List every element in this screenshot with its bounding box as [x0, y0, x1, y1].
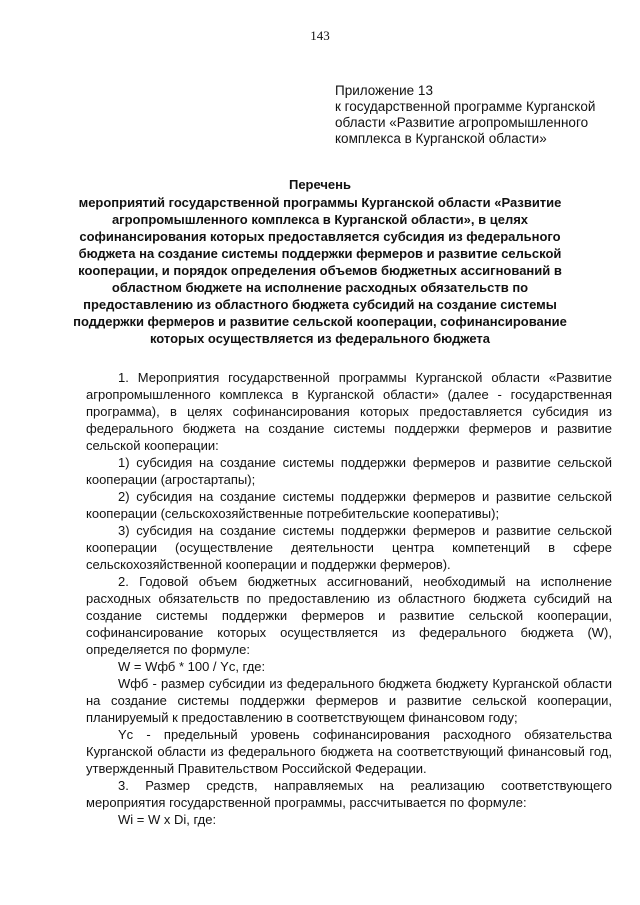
- paragraph: 2. Годовой объем бюджетных ассигнований, необходимый на исполнение расходных обязательств по предоставлению из областного бюджета субсидий на создание системы поддержки фермеров и развитие сельской кооперации, софинансирование которых осуществляется из федерального бюджета (W), определяется по формуле:: [86, 574, 612, 657]
- document-title: Перечень: [288, 177, 352, 192]
- paragraph: 1) субсидия на создание системы поддержки фермеров и развитие сельской кооперации (агростартапы);: [86, 455, 612, 487]
- document-body: [86, 369, 612, 828]
- appendix-line: Приложение 13: [335, 83, 433, 98]
- appendix-note: [335, 83, 625, 147]
- paragraph: 3) субсидия на создание системы поддержки фермеров и развитие сельской кооперации (осуществление деятельности центра компетенций в сфере сельскохозяйственной кооперации и поддержки фермеров).: [86, 523, 612, 572]
- paragraph: 3. Размер средств, направляемых на реализацию соответствующего мероприятия государственной программы, рассчитывается по формуле:: [86, 778, 612, 810]
- paragraph: 1. Мероприятия государственной программы Курганской области «Развитие агропромышленного комплекса в Курганской области» (далее - государственная программа), в целях софинансирования которых предоставляется субсидия из федерального бюджета на создание системы поддержки фермеров и развитие сельской кооперации:: [86, 370, 612, 453]
- paragraph: 2) субсидия на создание системы поддержки фермеров и развитие сельской кооперации (сельскохозяйственные потребительские кооперативы);: [86, 489, 612, 521]
- appendix-line: к государственной программе Курганской: [335, 99, 596, 114]
- page-number: 143: [310, 28, 330, 43]
- appendix-line: комплекса в Курганской области»: [335, 131, 547, 146]
- document-subtitle: мероприятий государственной программы Курганской области «Развитие агропромышленного комплекса в Курганской области», в целях софинансирования которых предоставляется субсидия из федерального бюджета на создание системы поддержки фермеров и развитие сельской кооперации, и порядок определения объемов бюджетных ассигнований в областном бюджете на исполнение расходных обязательств по предоставлению из областного бюджета субсидий на создание системы поддержки фермеров и развитие сельской кооперации, софинансирование которых осуществляется из федерального бюджета: [73, 195, 567, 346]
- appendix-line: области «Развитие агропромышленного: [335, 115, 589, 130]
- paragraph: Wфб - размер субсидии из федерального бюджета бюджету Курганской области на создание системы поддержки фермеров и развитие сельской кооперации, планируемый к предоставлению в соответствующем финансовом году;: [86, 676, 612, 725]
- paragraph: Yc - предельный уровень софинансирования расходного обязательства Курганской области из федерального бюджета на соответствующий финансовый год, утвержденный Правительством Российской Федерации.: [86, 727, 612, 776]
- formula: Wi = W x Di, где:: [118, 812, 217, 827]
- document-heading: [70, 176, 570, 347]
- formula: W = Wфб * 100 / Yc, где:: [118, 659, 266, 674]
